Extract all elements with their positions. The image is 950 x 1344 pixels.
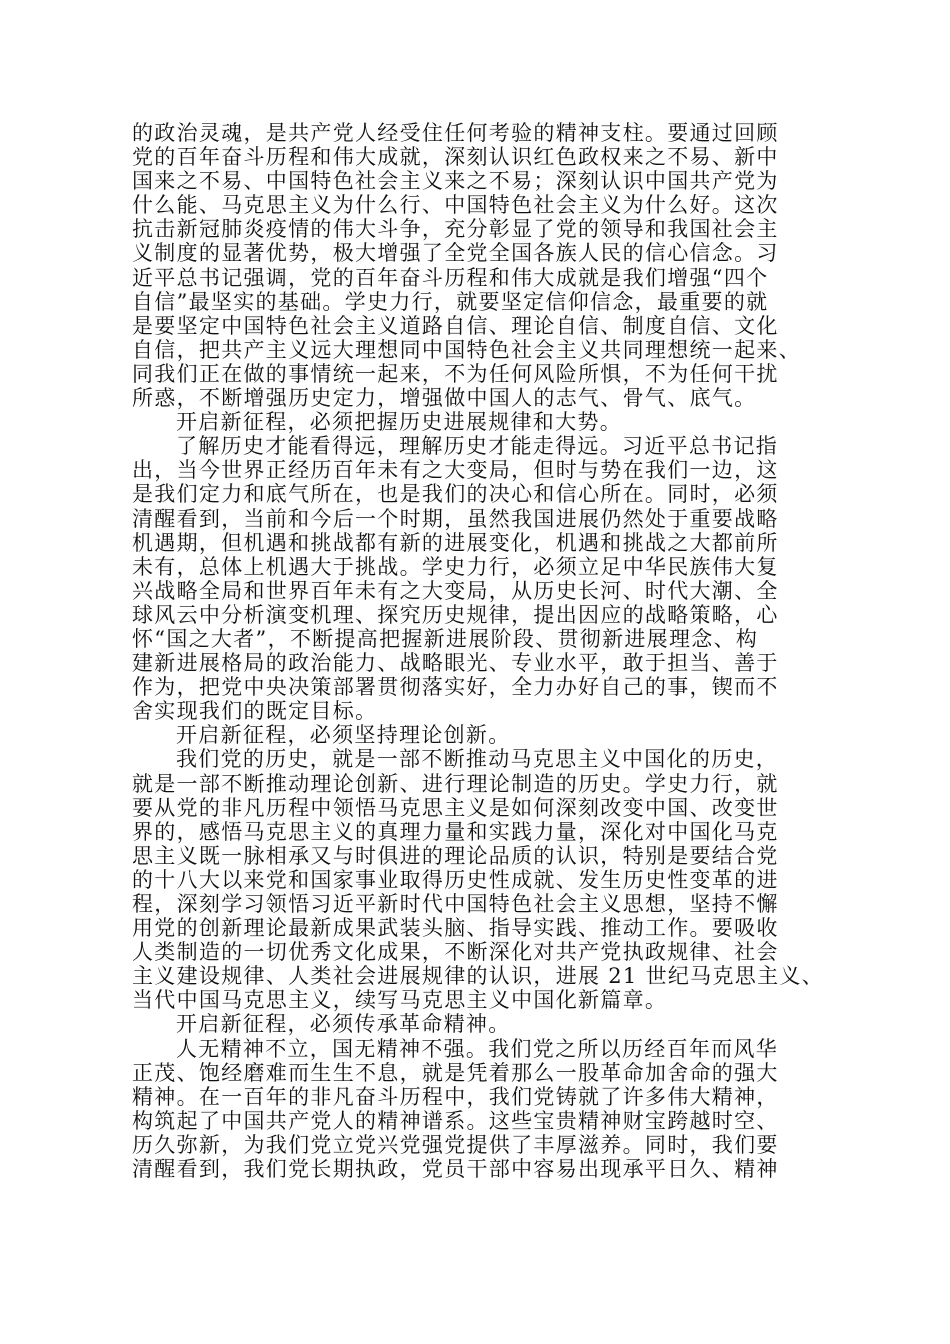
paragraph-first-line: 开启新征程，必须传承革命精神。: [176, 1012, 511, 1037]
text-line: 义制度的显著优势，极大增强了全党全国各族人民的信心信念。习: [132, 241, 779, 266]
text-line: 舍实现我们的既定目标。: [132, 699, 378, 724]
text-line: 是要坚定中国特色社会主义道路自信、理论自信、制度自信、文化: [132, 313, 779, 338]
text-line: 所惑，不断增强历史定力，增强做中国人的志气、骨气、底气。: [132, 386, 757, 411]
text-line: 主义建设规律、人类社会进展规律的认识，进展 21 世纪马克思主义、: [132, 964, 824, 989]
text-line: 思主义既一脉相承又与时俱进的理论品质的认识，特别是要结合党: [132, 843, 779, 868]
paragraph-first-line: 人无精神不立，国无精神不强。我们党之所以历经百年而风华: [176, 1036, 779, 1061]
text-line: 人类制造的一切优秀文化成果，不断深化对共产党执政规律、社会: [132, 940, 779, 965]
text-line: 的政治灵魂，是共产党人经受住任何考验的精神支柱。要通过回顾: [132, 121, 779, 145]
text-line: 抗击新冠肺炎疫情的伟大斗争，充分彰显了党的领导和我国社会主: [132, 217, 779, 242]
text-line: 正茂、饱经磨难而生生不息，就是凭着那么一股革命加舍命的强大: [132, 1060, 779, 1085]
paragraph-first-line: 了解历史才能看得远，理解历史才能走得远。习近平总书记指: [176, 434, 779, 459]
text-line: 出，当今世界正经历百年未有之大变局，但时与势在我们一边，这: [132, 458, 779, 483]
text-line: 精神。在一百年的非凡奋斗历程中，我们党铸就了许多伟大精神，: [132, 1084, 779, 1109]
text-line: 清醒看到，当前和今后一个时期，虽然我国进展仍然处于重要战略: [132, 506, 779, 531]
text-line: 自信，把共产主义远大理想同中国特色社会主义共同理想统一起来、: [132, 337, 801, 362]
text-line: 的十八大以来党和国家事业取得历史性成就、发生历史性变革的进: [132, 867, 779, 892]
paragraph-first-line: 开启新征程，必须把握历史进展规律和大势。: [176, 410, 622, 435]
text-line: 近平总书记强调，党的百年奋斗历程和伟大成就是我们增强“四个: [132, 265, 769, 290]
text-line: 清醒看到，我们党长期执政，党员干部中容易出现承平日久、精神: [132, 1157, 779, 1182]
text-line: 同我们正在做的事情统一起来，不为任何风险所惧，不为任何干扰: [132, 361, 779, 386]
text-line: 怀“国之大者”，不断提高把握新进展阶段、贯彻新进展理念、构: [132, 626, 759, 651]
paragraph-first-line: 我们党的历史，就是一部不断推动马克思主义中国化的历史，: [176, 747, 779, 772]
text-line: 球风云中分析演变机理、探究历史规律，提出因应的战略策略，心: [132, 602, 779, 627]
text-line: 作为，把党中央决策部署贯彻落实好，全力办好自己的事，锲而不: [132, 675, 779, 700]
text-line: 用党的创新理论最新成果武装头脑、指导实践、推动工作。要吸收: [132, 916, 779, 941]
paragraph-first-line: 开启新征程，必须坚持理论创新。: [176, 723, 511, 748]
text-line: 界的，感悟马克思主义的真理力量和实践力量，深化对中国化马克: [132, 819, 779, 844]
text-line: 历久弥新，为我们党立党兴党强党提供了丰厚滋养。同时，我们要: [132, 1132, 779, 1157]
document-page: [132, 121, 824, 1182]
text-line: 机遇期，但机遇和挑战都有新的进展变化，机遇和挑战之大都前所: [132, 530, 779, 555]
text-line: 要从党的非凡历程中领悟马克思主义是如何深刻改变中国、改变世: [132, 795, 779, 820]
text-line: 党的百年奋斗历程和伟大成就，深刻认识红色政权来之不易、新中: [132, 145, 779, 170]
text-line: 程，深刻学习领悟习近平新时代中国特色社会主义思想，坚持不懈: [132, 892, 779, 916]
text-line: 当代中国马克思主义，续写马克思主义中国化新篇章。: [132, 988, 668, 1013]
text-line: 什么能、马克思主义为什么行、中国特色社会主义为什么好。这次: [132, 193, 779, 218]
text-line: 国来之不易、中国特色社会主义来之不易；深刻认识中国共产党为: [132, 169, 779, 194]
text-line: 就是一部不断推动理论创新、进行理论制造的历史。学史力行，就: [132, 771, 779, 796]
text-line: 是我们定力和底气所在，也是我们的决心和信心所在。同时，必须: [132, 482, 779, 507]
text-line: 未有，总体上机遇大于挑战。学史力行，必须立足中华民族伟大复: [132, 554, 779, 579]
text-line: 构筑起了中国共产党人的精神谱系。这些宝贵精神财宝跨越时空、: [132, 1108, 779, 1133]
text-line: 兴战略全局和世界百年未有之大变局，从历史长河、时代大潮、全: [132, 578, 779, 603]
text-line: 自信”最坚实的基础。学史力行，就要坚定信仰信念，最重要的就: [132, 289, 769, 314]
text-line: 建新进展格局的政治能力、战略眼光、专业水平，敢于担当、善于: [132, 651, 779, 676]
